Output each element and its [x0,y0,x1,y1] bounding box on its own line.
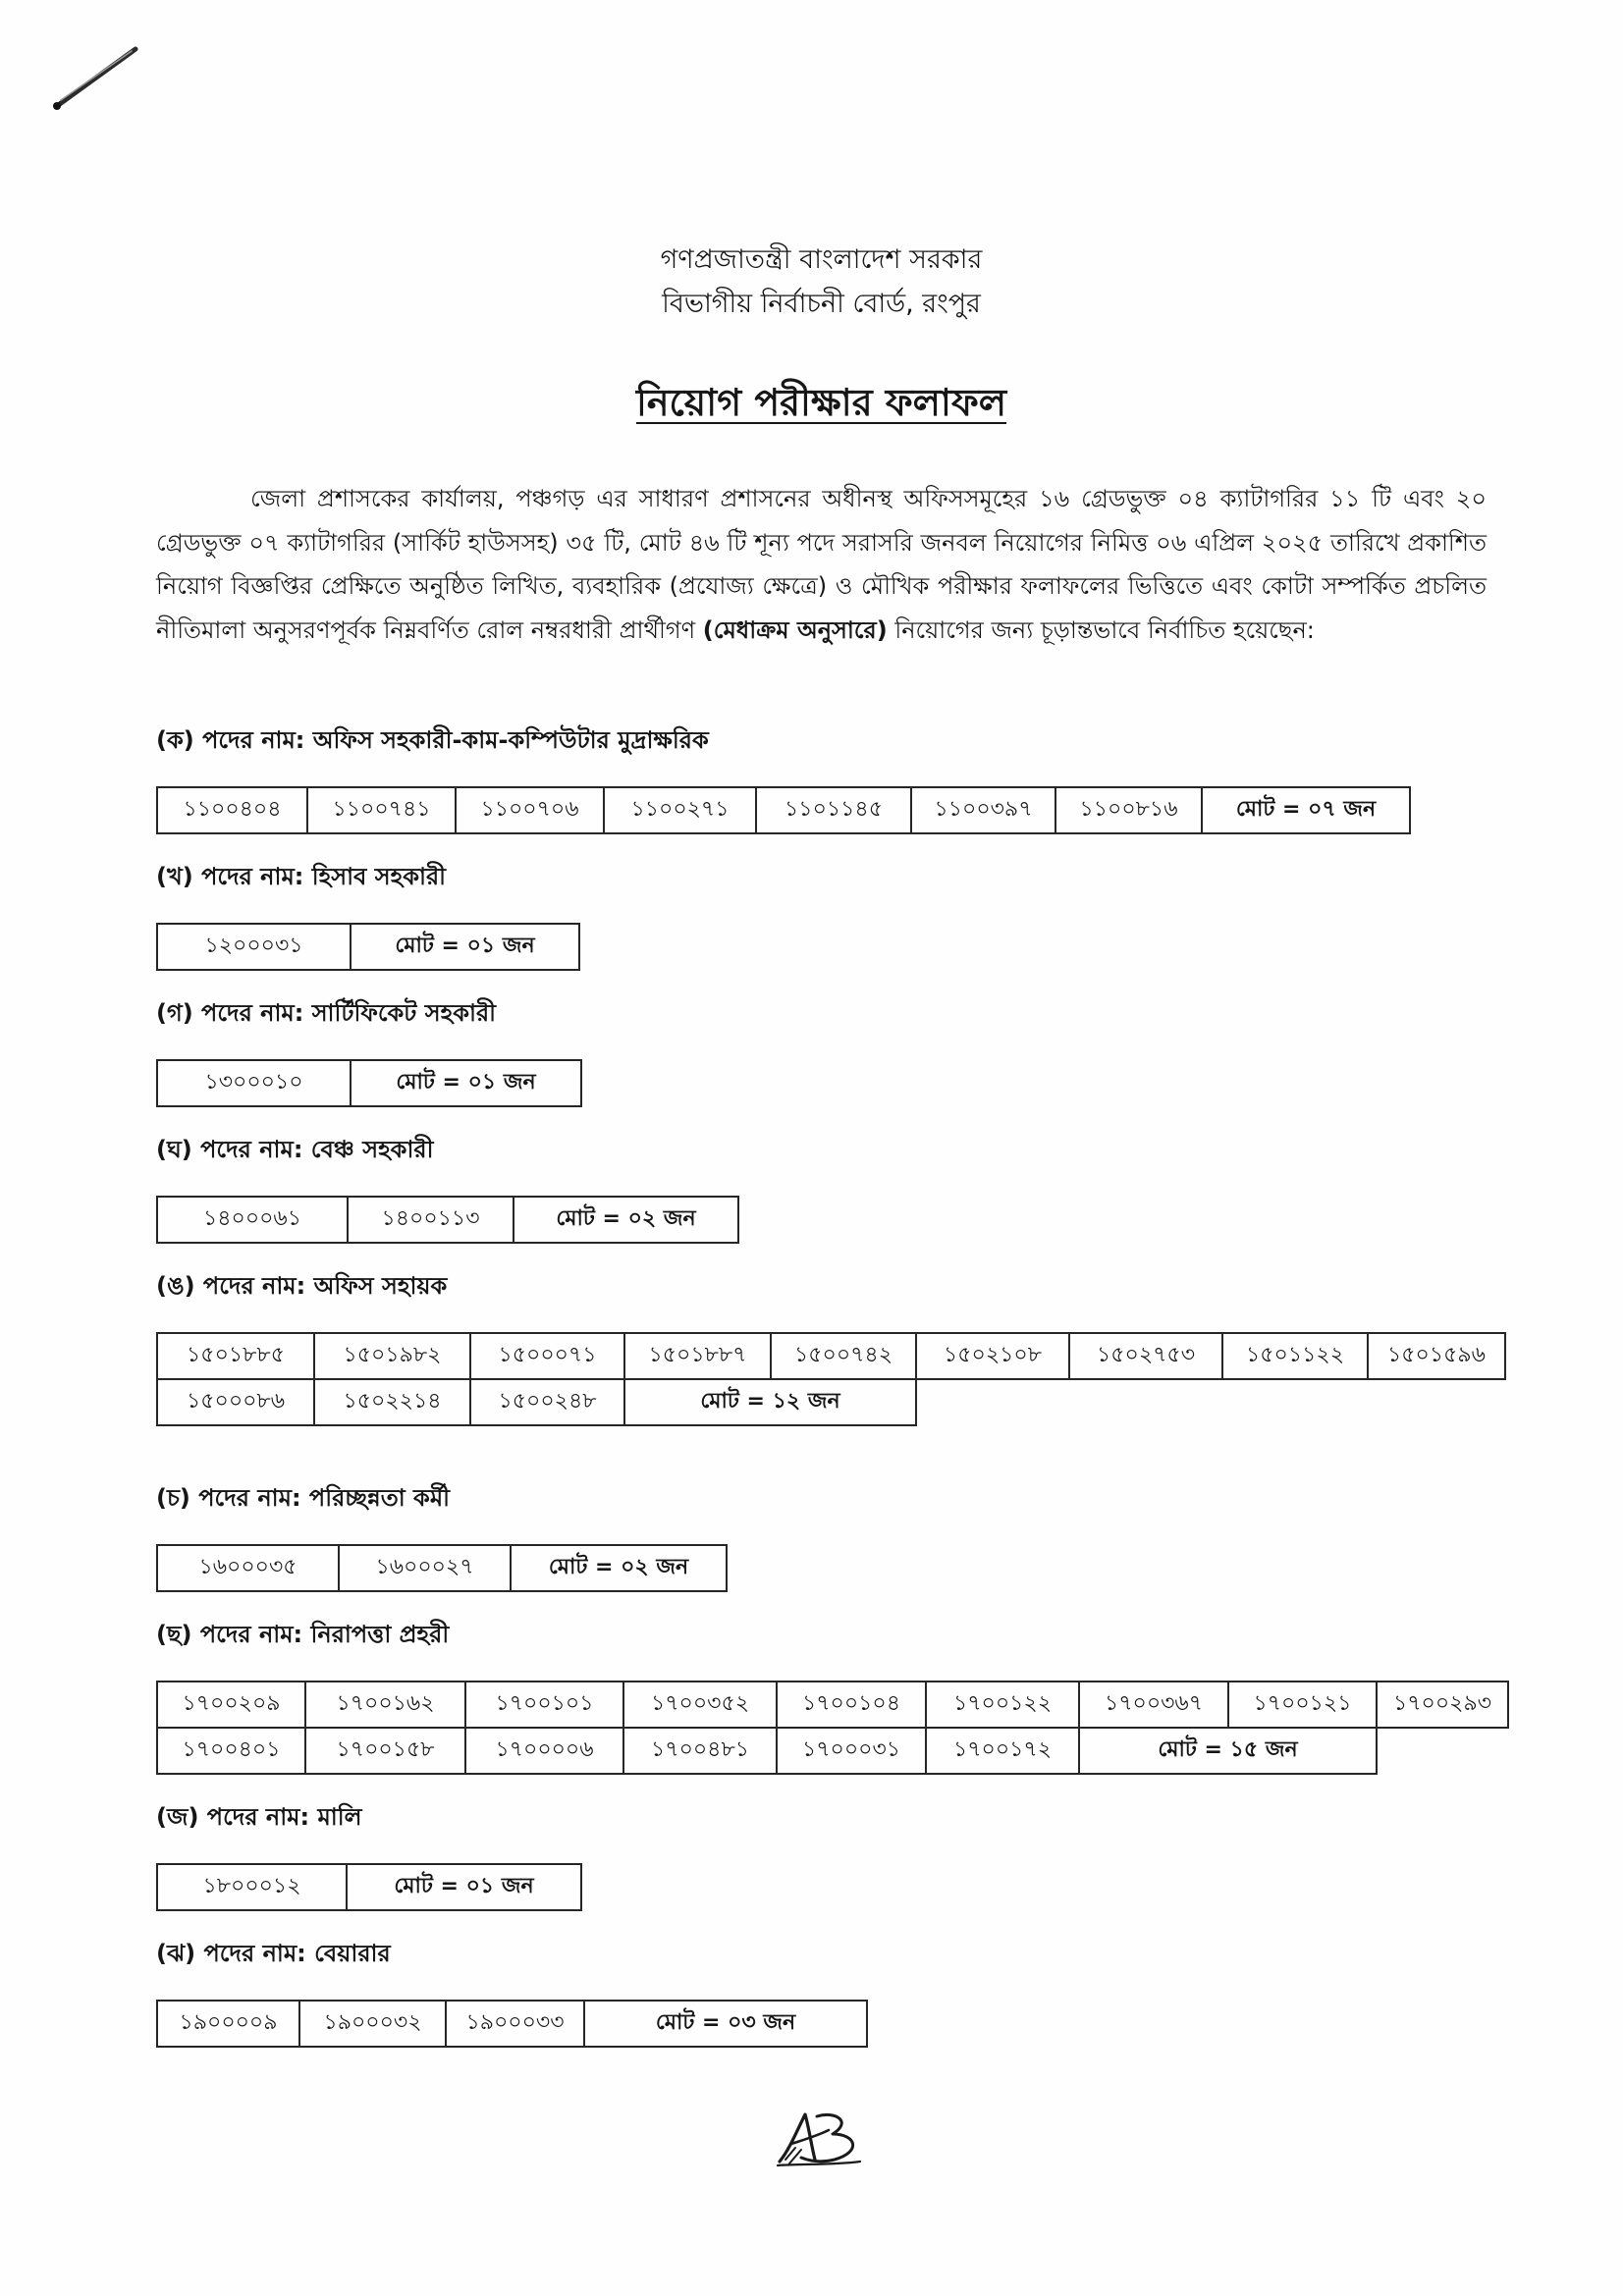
roll-number-cell: ১৬০০০৩৫ [157,1545,339,1591]
post-field-label: পদের নাম: [200,1136,303,1163]
roll-number-cell: ১৫০০০৮৬ [157,1379,314,1425]
post-label [156,1480,1623,1516]
roll-number-cell: ১৭০০২০৯ [157,1682,305,1728]
post-field-label: পদের নাম: [206,1803,310,1831]
roll-table [156,1863,582,1911]
roll-number-cell: ১২০০০৩১ [157,924,351,970]
post-name: মালি [317,1803,362,1831]
post-name: বেঞ্চ সহকারী [310,1136,434,1163]
roll-number-cell: ১৪০০০৬১ [157,1197,348,1243]
roll-number-cell: ১৭০০১০১ [465,1682,623,1728]
roll-number-cell: ১৫০১৯৮২ [314,1333,470,1379]
roll-table [156,923,580,971]
total-cell: মোট = ০১ জন [351,924,579,970]
roll-number-cell: ১৯০০০৩২ [299,2001,446,2047]
post-field-label: পদের নাম: [199,1621,303,1648]
roll-number-cell: ১৭০০০৩১ [777,1728,926,1774]
table-row [157,1864,581,1910]
post-section-bench-assistant [156,1132,1623,1244]
roll-number-cell: ১১০১১৪৫ [756,787,911,833]
post-field-label: পদের নাম: [202,726,305,754]
post-section-gardener [156,1799,1623,1911]
empty-cell [1377,1728,1508,1774]
post-marker: (খ) [156,863,193,890]
roll-number-cell: ১৯০০০৩৩ [446,2001,584,2047]
roll-number-cell: ১৭০০৩৬৭ [1079,1682,1228,1728]
roll-table [156,1681,1509,1775]
post-marker: (ছ) [156,1621,192,1648]
post-field-label: পদের নাম: [201,863,304,890]
post-name: অফিস সহকারী-কাম-কম্পিউটার মুদ্রাক্ষরিক [312,726,709,754]
roll-number-cell: ১৫০০২৪৮ [470,1379,624,1425]
intro-emphasis: (মেধাক্রম অনুসারে) [702,615,888,644]
document-title: নিয়োগ পরীক্ষার ফলাফল [635,381,1007,424]
post-label [156,1132,1623,1167]
total-cell: মোট = ০১ জন [347,1864,581,1910]
post-section-office-helper [156,1268,1623,1426]
total-cell: মোট = ১৫ জন [1079,1728,1377,1774]
table-row [157,1197,738,1243]
roll-number-cell: ১৩০০০১০ [157,1060,351,1106]
roll-number-cell: ১১০০৪০৪ [157,787,307,833]
government-name: গণপ্রজাতন্ত্রী বাংলাদেশ সরকার [660,244,983,275]
roll-number-cell: ১৭০০১২১ [1228,1682,1377,1728]
table-row [157,1728,1508,1774]
roll-number-cell: ১৫০১৫৯৬ [1368,1333,1505,1379]
empty-cell [1368,1379,1505,1425]
table-row [157,1060,581,1106]
post-label [156,1268,1623,1304]
intro-text-end: নিয়োগের জন্য চূড়ান্তভাবে নির্বাচিত হয়েছেন: [894,615,1315,644]
results-list [156,722,1623,2048]
post-section-security-guard [156,1617,1623,1775]
intro-text: জেলা প্রশাসকের কার্যালয়, পঞ্চগড় এর সাধারণ প্রশাসনের অধীনস্থ অফিসসমূহের ১৬ গ্রেডভুক্ত ০৪ ক্যাটাগরির ১১ টি এবং ২০ গ্রেডভুক্ত ০৭ ক্যাটাগরির (সার্কিট হাউসসহ) ৩৫ টি, মোট ৪৬ টি শূন্য পদে সরাসরি জনবল নিয়োগের নিমিত্ত ০৬ এপ্রিল ২০২৫ তারিখে প্রকাশিত নিয়োগ বিজ্ঞপ্তির প্রেক্ষিতে অনুষ্ঠিত লিখিত, ব্যবহারিক (প্রযোজ্য ক্ষেত্রে) ও মৌখিক পরীক্ষার ফলাফলের ভিত্তিতে এবং কোটা সম্পর্কিত প্রচলিত নীতিমালা অনুসরণপূর্বক নিম্নবর্ণিত রোল নম্বরধারী প্রার্থীগণ [156,485,1487,644]
empty-cell [1222,1379,1368,1425]
post-section-cleaner [156,1480,1623,1592]
post-marker: (ঝ) [156,1940,196,1967]
post-field-label: পদের নাম: [198,1484,301,1512]
roll-number-cell: ১৭০০১২২ [926,1682,1079,1728]
total-cell: মোট = ১২ জন [624,1379,916,1425]
total-cell: মোট = ০৭ জন [1202,787,1410,833]
post-marker: (ঘ) [156,1136,192,1163]
post-section-certificate-assistant [156,995,1623,1107]
roll-number-cell: ১১০০৩৯৭ [911,787,1055,833]
post-label [156,859,1623,894]
roll-number-cell: ১৭০০১৬২ [305,1682,465,1728]
roll-number-cell: ১৫০২১০৮ [916,1333,1069,1379]
roll-table [156,786,1411,834]
roll-number-cell: ১৫০২২১৪ [314,1379,470,1425]
post-label [156,1799,1623,1835]
post-label [156,1936,1623,1971]
post-marker: (গ) [156,999,193,1027]
post-field-label: পদের নাম: [202,1272,306,1300]
roll-number-cell: ১৫০২৭৫৩ [1069,1333,1222,1379]
roll-number-cell: ১৭০০৪০১ [157,1728,305,1774]
roll-number-cell: ১৯০০০০৯ [157,2001,299,2047]
roll-number-cell: ১১০০৭৪১ [307,787,456,833]
roll-number-cell: ১৮০০০১২ [157,1864,347,1910]
pen-stroke-mark [47,41,145,115]
table-row [157,2001,867,2047]
post-marker: (চ) [156,1484,190,1512]
total-cell: মোট = ০২ জন [511,1545,727,1591]
post-name: বেয়ারার [314,1940,391,1967]
roll-table [156,1059,582,1107]
post-label [156,722,1623,758]
post-name: হিসাব সহকারী [311,863,447,890]
total-cell: মোট = ০২ জন [514,1197,738,1243]
total-cell: মোট = ০১ জন [351,1060,581,1106]
post-name: সার্টিফিকেট সহকারী [311,999,497,1027]
table-row [157,1682,1508,1728]
empty-cell [916,1379,1069,1425]
roll-number-cell: ১৭০০১০৪ [777,1682,926,1728]
board-name: বিভাগীয় নির্বাচনী বোর্ড, রংপুর [662,289,981,319]
roll-number-cell: ১৪০০১১৩ [348,1197,514,1243]
roll-number-cell: ১৭০০৪৮১ [623,1728,777,1774]
roll-number-cell: ১৫০০০৭১ [470,1333,624,1379]
roll-number-cell: ১৭০০১৭২ [926,1728,1079,1774]
table-row [157,1379,1505,1425]
signature [772,2101,870,2171]
roll-table [156,1196,739,1244]
roll-number-cell: ১৫০০৭৪২ [771,1333,916,1379]
post-label [156,1617,1623,1652]
post-section-office-assistant-typist [156,722,1623,834]
roll-number-cell: ১৭০০১৫৮ [305,1728,465,1774]
post-section-bearer [156,1936,1623,2048]
roll-number-cell: ১৫০১৮৮৭ [624,1333,771,1379]
post-marker: (ক) [156,726,194,754]
roll-number-cell: ১১০০৭০৬ [456,787,604,833]
document-header [156,238,1487,326]
table-row [157,924,579,970]
roll-number-cell: ১১০০৮১৬ [1055,787,1202,833]
post-marker: (ঙ) [156,1272,195,1300]
roll-number-cell: ১১০০২৭১ [604,787,756,833]
table-row [157,1545,727,1591]
roll-number-cell: ১৫০১৮৮৫ [157,1333,314,1379]
post-field-label: পদের নাম: [201,999,304,1027]
table-row [157,787,1410,833]
roll-table [156,1544,728,1592]
roll-number-cell: ১৬০০০২৭ [339,1545,511,1591]
roll-table [156,1332,1506,1426]
post-name: পরিচ্ছন্নতা কর্মী [308,1484,451,1512]
post-field-label: পদের নাম: [203,1940,306,1967]
post-name: নিরাপত্তা প্রহরী [310,1621,450,1648]
roll-number-cell: ১৭০০২৯৩ [1377,1682,1508,1728]
post-name: অফিস সহায়ক [313,1272,448,1300]
roll-number-cell: ১৫০১১২২ [1222,1333,1368,1379]
post-section-accounts-assistant [156,859,1623,971]
post-marker: (জ) [156,1803,199,1831]
roll-number-cell: ১৭০০০০৬ [465,1728,623,1774]
empty-cell [1069,1379,1222,1425]
table-row [157,1333,1505,1379]
total-cell: মোট = ০৩ জন [584,2001,867,2047]
intro-paragraph [156,477,1487,652]
roll-table [156,2000,868,2048]
post-label [156,995,1623,1031]
roll-number-cell: ১৭০০৩৫২ [623,1682,777,1728]
